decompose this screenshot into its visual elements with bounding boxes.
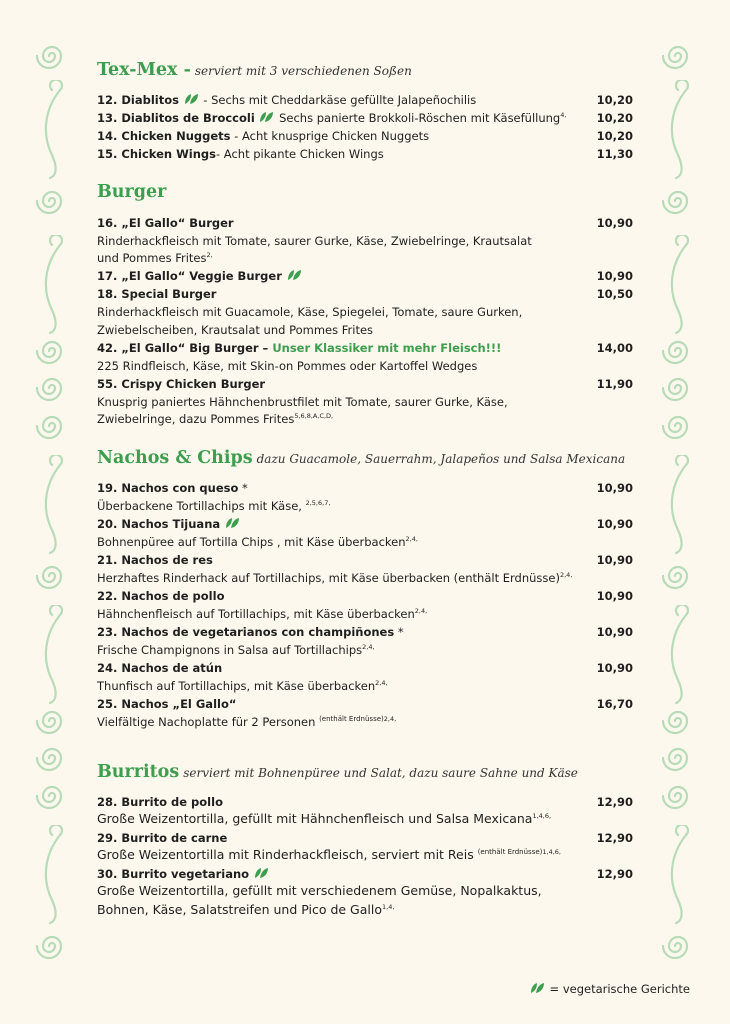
item-desc: Große Weizentortilla mit Rinderhackfleisch, serviert mit Reis [97, 847, 478, 862]
section-nachos-title [97, 448, 625, 468]
menu-item-14 [97, 127, 633, 145]
item-name: 28. Burrito de pollo [97, 795, 223, 809]
item-price: 10,90 [596, 481, 633, 495]
swirl-tail-icon [664, 235, 692, 335]
swirl-icon [662, 185, 694, 217]
menu-item-16 [97, 214, 633, 232]
allergen-note: 2,4, [414, 607, 428, 616]
allergen-note: 2, [206, 251, 213, 260]
allergen-note: 2,4, [405, 535, 418, 544]
item-desc: - Sechs mit Cheddarkäse gefüllte Jalapeñochilis [199, 93, 477, 107]
section-title: Burritos [97, 762, 180, 782]
swirl-icon [36, 705, 68, 737]
item-price: 12,90 [596, 831, 633, 845]
menu-item-15 [97, 145, 633, 163]
item-name: 21. Nachos de res [97, 553, 213, 567]
swirl-icon [662, 372, 694, 404]
menu-item-55 [97, 375, 633, 393]
item-price: 10,90 [596, 517, 633, 531]
item-desc-line: Knusprig paniertes Hähnchenbrustfilet mit Tomate, saurer Gurke, Käse, [97, 395, 508, 409]
menu-item-42 [97, 339, 633, 357]
swirl-icon [662, 780, 694, 812]
item-name: 24. Nachos de atún [97, 661, 223, 675]
item-price: 10,90 [596, 269, 633, 283]
allergen-note: 2,4, [559, 571, 573, 580]
swirl-icon [36, 40, 68, 72]
swirl-icon [36, 185, 68, 217]
menu-item-23 [97, 623, 633, 641]
section-title: Nachos & Chips [97, 448, 253, 468]
allergen-note: 2,4, [383, 715, 397, 724]
allergen-note: 2,4, [375, 679, 388, 688]
item-name: 13. Diablitos de Broccoli [97, 111, 255, 125]
item-star: * [238, 481, 248, 495]
swirl-icon [662, 560, 694, 592]
swirl-tail-icon [38, 80, 66, 180]
menu-item-19 [97, 479, 633, 497]
item-price: 16,70 [596, 697, 633, 711]
item-desc: Große Weizentortilla, gefüllt mit Hähnchenfleisch und Salsa Mexicana [97, 811, 533, 826]
item-price: 12,90 [596, 795, 633, 809]
section-title: Burger [97, 182, 167, 202]
item-name: 18. Special Burger [97, 287, 217, 301]
menu-item-21 [97, 551, 633, 569]
item-name: 19. Nachos con queso [97, 481, 239, 495]
item-desc: Sechs panierte Brokkoli-Röschen mit Käsefüllung [275, 111, 561, 125]
item-name: 25. Nachos „El Gallo“ [97, 697, 237, 711]
menu-item-20 [97, 515, 633, 534]
menu-item-17 [97, 267, 633, 286]
item-price: 14,00 [596, 341, 633, 355]
item-price: 10,90 [596, 661, 633, 675]
swirl-icon [36, 780, 68, 812]
item-desc-line: Rinderhackfleisch mit Tomate, saurer Gurke, Käse, Zwiebelringe, Krautsalat [97, 234, 532, 248]
item-desc: Bohnen, Käse, Salatstreifen und Pico de Gallo [97, 902, 382, 917]
swirl-icon [36, 742, 68, 774]
item-price: 10,90 [596, 625, 633, 639]
item-desc-line [97, 569, 633, 587]
item-price: 10,20 [596, 111, 633, 125]
allergen-note-small: (enthält Erdnüsse) [319, 715, 384, 724]
item-desc: Bohnenpüree auf Tortilla Chips , mit Käse überbacken [97, 535, 406, 549]
swirl-tail-icon [664, 455, 692, 555]
leaf-icon [259, 110, 274, 128]
allergen-note: 5,6,8,A,C,D, [294, 412, 334, 421]
section-subtitle: serviert mit Bohnenpüree und Salat, dazu saure Sahne und Käse [183, 766, 578, 780]
section-subtitle: serviert mit 3 verschiedenen Soßen [194, 64, 412, 78]
item-name: 20. Nachos Tijuana [97, 517, 221, 531]
item-price: 11,30 [596, 147, 633, 161]
leaf-icon [225, 516, 240, 534]
item-price: 12,90 [596, 867, 633, 881]
item-desc: Vielfältige Nachoplatte für 2 Personen [97, 715, 320, 729]
swirl-icon [36, 930, 68, 962]
allergen-note-small: (enthält Erdnüsse) [477, 847, 543, 856]
section-texmex-title [97, 60, 412, 80]
item-desc: Überbackene Tortillachips mit Käse, [97, 499, 306, 513]
menu-item-12 [97, 91, 633, 110]
menu-item-24 [97, 659, 633, 677]
item-price: 10,90 [596, 589, 633, 603]
legend [529, 982, 690, 997]
swirl-icon [662, 930, 694, 962]
item-price: 10,50 [596, 287, 633, 301]
swirl-tail-icon [664, 605, 692, 705]
item-desc: Thunfisch auf Tortillachips, mit Käse überbacken [97, 679, 376, 693]
menu-item-18 [97, 285, 633, 303]
item-desc-line [97, 605, 633, 623]
item-desc-line: Rinderhackfleisch mit Guacamole, Käse, Spiegelei, Tomate, saure Gurken, [97, 305, 523, 319]
section-burger-title [97, 182, 166, 202]
item-highlight: Unser Klassiker mit mehr Fleisch!!! [268, 341, 502, 355]
swirl-icon [662, 410, 694, 442]
allergen-note: 1,4,6, [542, 847, 561, 856]
menu-item-13 [97, 109, 633, 128]
item-name: 17. „El Gallo“ Veggie Burger [97, 269, 282, 283]
item-desc-line [97, 249, 633, 267]
item-desc-line [97, 846, 633, 864]
menu-item-25 [97, 695, 633, 713]
item-name: 12. Diablitos [97, 93, 179, 107]
swirl-icon [36, 410, 68, 442]
swirl-tail-icon [38, 605, 66, 705]
swirl-tail-icon [38, 825, 66, 925]
item-star: * [394, 625, 404, 639]
swirl-tail-icon [38, 235, 66, 335]
section-title: Tex-Mex - [97, 60, 191, 80]
item-name: 23. Nachos de vegetarianos con champiñones [97, 625, 395, 639]
item-desc-line: 225 Rindfleisch, Käse, mit Skin-on Pommes oder Kartoffel Wedges [97, 359, 478, 373]
item-desc-line: Zwiebelscheiben, Krautsalat und Pommes Frites [97, 323, 374, 337]
item-desc-line [97, 677, 633, 695]
item-desc: - Acht knusprige Chicken Nuggets [230, 129, 430, 143]
item-desc-line: Große Weizentortilla, gefüllt mit verschiedenem Gemüse, Nopalkaktus, [97, 883, 542, 898]
item-desc: - Acht pikante Chicken Wings [215, 147, 384, 161]
item-price: 10,20 [596, 93, 633, 107]
menu-item-28 [97, 793, 633, 811]
swirl-tail-icon [38, 455, 66, 555]
allergen-note: 4, [560, 111, 567, 120]
item-name: 30. Burrito vegetariano [97, 867, 250, 881]
item-desc-line [97, 410, 633, 428]
allergen-note: 1,4, [382, 902, 395, 911]
swirl-icon [662, 335, 694, 367]
item-desc: Frische Champignons in Salsa auf Tortillachips [97, 643, 363, 657]
leaf-icon [530, 982, 545, 997]
item-desc-line [97, 641, 633, 659]
item-price: 10,20 [596, 129, 633, 143]
item-desc-line [97, 901, 633, 919]
item-name: 14. Chicken Nuggets [97, 129, 231, 143]
section-subtitle: dazu Guacamole, Sauerrahm, Jalapeños und Salsa Mexicana [256, 452, 626, 466]
item-desc: Herzhaftes Rinderhack auf Tortillachips, mit Käse überbacken (enthält Erdnüsse) [97, 571, 560, 585]
section-burritos-title [97, 762, 578, 782]
leaf-icon [287, 268, 302, 286]
swirl-icon [662, 705, 694, 737]
legend-text: = vegetarische Gerichte [545, 982, 690, 996]
item-name: 15. Chicken Wings [97, 147, 216, 161]
item-price: 10,90 [596, 553, 633, 567]
item-name: 16. „El Gallo“ Burger [97, 216, 234, 230]
menu-item-29 [97, 829, 633, 847]
swirl-icon [36, 372, 68, 404]
swirl-icon [36, 560, 68, 592]
item-name: 22. Nachos de pollo [97, 589, 225, 603]
menu-item-22 [97, 587, 633, 605]
swirl-icon [662, 40, 694, 72]
item-price: 11,90 [596, 377, 633, 391]
item-desc-line [97, 810, 633, 828]
item-name: 42. „El Gallo“ Big Burger – [97, 341, 269, 355]
item-desc-line [97, 713, 633, 731]
item-name: 29. Burrito de carne [97, 831, 228, 845]
item-desc: Hähnchenfleisch auf Tortillachips, mit Käse überbacken [97, 607, 415, 621]
swirl-tail-icon [664, 80, 692, 180]
swirl-icon [662, 742, 694, 774]
item-desc-line [97, 497, 633, 515]
allergen-note: 1,4,6, [532, 811, 552, 820]
item-desc: und Pommes Frites [97, 251, 207, 265]
item-desc-line [97, 533, 633, 551]
allergen-note: 2,4, [362, 643, 375, 652]
leaf-icon [184, 92, 199, 110]
item-price: 10,90 [596, 216, 633, 230]
swirl-tail-icon [664, 825, 692, 925]
allergen-note: 2,5,6,7, [305, 499, 331, 508]
item-name: 55. Crispy Chicken Burger [97, 377, 266, 391]
item-desc: Zwiebelringe, dazu Pommes Frites [97, 412, 295, 426]
swirl-icon [36, 335, 68, 367]
